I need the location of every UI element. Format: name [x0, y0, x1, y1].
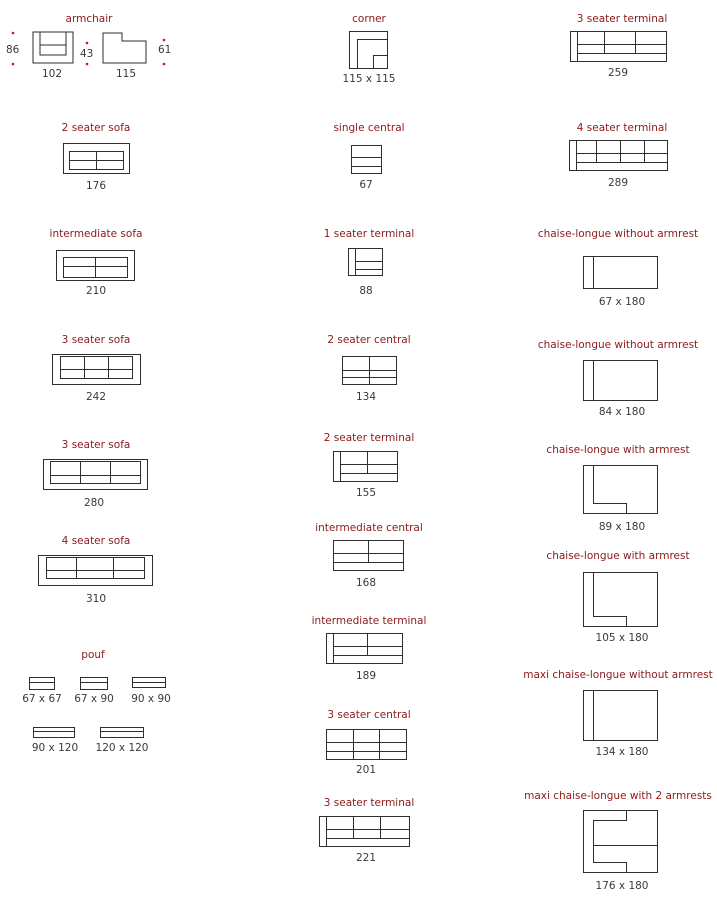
armchair-depth: 61 [158, 44, 172, 56]
pouf-drawings [0, 0, 180, 740]
pouf-size-1: 67 x 67 [22, 693, 62, 705]
maxi-two-arms-dim: 176 x 180 [595, 880, 649, 892]
maxi-no-arm-dim: 134 x 180 [595, 746, 649, 758]
armchair-width-side: 115 [115, 68, 137, 80]
intermediate-terminal-dim: 189 [355, 670, 377, 682]
seater3-sofa-a-dim: 242 [85, 391, 107, 403]
chaise-no-arm-b-dim: 84 x 180 [598, 406, 646, 418]
seater2-sofa-title: 2 seater sofa [61, 122, 131, 134]
seater2-central-dim: 134 [355, 391, 377, 403]
chaise-no-arm-b-drawing [583, 360, 661, 404]
chaise-arm-a-drawing [583, 465, 661, 515]
seater4-sofa-dim: 310 [85, 593, 107, 605]
pouf-title: pouf [81, 649, 105, 661]
chaise-arm-b-dim: 105 x 180 [595, 632, 649, 644]
pouf-size-3: 90 x 90 [131, 693, 171, 705]
intermediate-central-dim: 168 [355, 577, 377, 589]
chaise-no-arm-a-dim: 67 x 180 [598, 296, 646, 308]
chaise-no-arm-a-title: chaise-longue without armrest [537, 228, 699, 240]
seater3-terminal-dim: 259 [607, 67, 629, 79]
seater3-central-title: 3 seater central [327, 709, 411, 721]
seater2-terminal-dim: 155 [355, 487, 377, 499]
seater3-central-dim: 201 [355, 764, 377, 776]
chaise-arm-a-title: chaise-longue with armrest [546, 444, 690, 456]
armchair-width-front: 102 [41, 68, 63, 80]
chaise-arm-b-drawing [583, 572, 661, 628]
corner-drawing [349, 31, 389, 71]
seater3-terminal-central-col-drawing [319, 816, 411, 848]
seater2-sofa-dim: 176 [85, 180, 107, 192]
seater3-terminal-drawing [570, 31, 668, 63]
seater3-terminal-central-col-title: 3 seater terminal [323, 797, 415, 809]
armchair-seat-height: 43 [80, 48, 94, 60]
single-central-drawing [351, 145, 383, 175]
seater1-terminal-dim: 88 [359, 285, 373, 297]
seater4-terminal-dim: 289 [607, 177, 629, 189]
seater3-terminal-central-col-dim: 221 [355, 852, 377, 864]
single-central-title: single central [333, 122, 405, 134]
chaise-arm-b-title: chaise-longue with armrest [546, 550, 690, 562]
seater2-terminal-drawing [333, 451, 399, 483]
single-central-dim: 67 [359, 179, 373, 191]
intermediate-terminal-title: intermediate terminal [311, 615, 427, 627]
seater3-central-drawing [326, 729, 408, 761]
seater3-sofa-a-title: 3 seater sofa [61, 334, 131, 346]
corner-title: corner [352, 13, 386, 25]
seater3-sofa-b-title: 3 seater sofa [61, 439, 131, 451]
pouf-size-2: 67 x 90 [74, 693, 114, 705]
seater2-central-title: 2 seater central [327, 334, 411, 346]
maxi-two-arms-title: maxi chaise-longue with 2 armrests [524, 790, 712, 802]
seater4-terminal-drawing [569, 140, 669, 172]
intermediate-sofa-dim: 210 [85, 285, 107, 297]
seater2-central-drawing [342, 356, 398, 386]
intermediate-terminal-drawing [326, 633, 404, 665]
intermediate-sofa-title: intermediate sofa [49, 228, 143, 240]
maxi-no-arm-drawing [583, 690, 661, 744]
seater1-terminal-drawing [348, 248, 384, 278]
seater2-terminal-title: 2 seater terminal [323, 432, 415, 444]
seater3-terminal-title: 3 seater terminal [576, 13, 668, 25]
pouf-size-4: 90 x 120 [31, 742, 79, 754]
intermediate-central-title: intermediate central [315, 522, 423, 534]
armchair-title: armchair [65, 13, 113, 25]
chaise-arm-a-dim: 89 x 180 [598, 521, 646, 533]
seater4-sofa-title: 4 seater sofa [61, 535, 131, 547]
seater1-terminal-title: 1 seater terminal [323, 228, 415, 240]
chaise-no-arm-a-drawing [583, 256, 661, 292]
seater3-sofa-b-dim: 280 [83, 497, 105, 509]
armchair-height: 86 [6, 44, 20, 56]
maxi-two-arms-drawing [583, 810, 661, 876]
intermediate-central-drawing [333, 540, 405, 572]
maxi-no-arm-title: maxi chaise-longue without armrest [523, 669, 713, 681]
seater4-terminal-title: 4 seater terminal [576, 122, 668, 134]
chaise-no-arm-b-title: chaise-longue without armrest [537, 339, 699, 351]
corner-dim: 115 x 115 [342, 73, 396, 85]
pouf-size-5: 120 x 120 [95, 742, 149, 754]
